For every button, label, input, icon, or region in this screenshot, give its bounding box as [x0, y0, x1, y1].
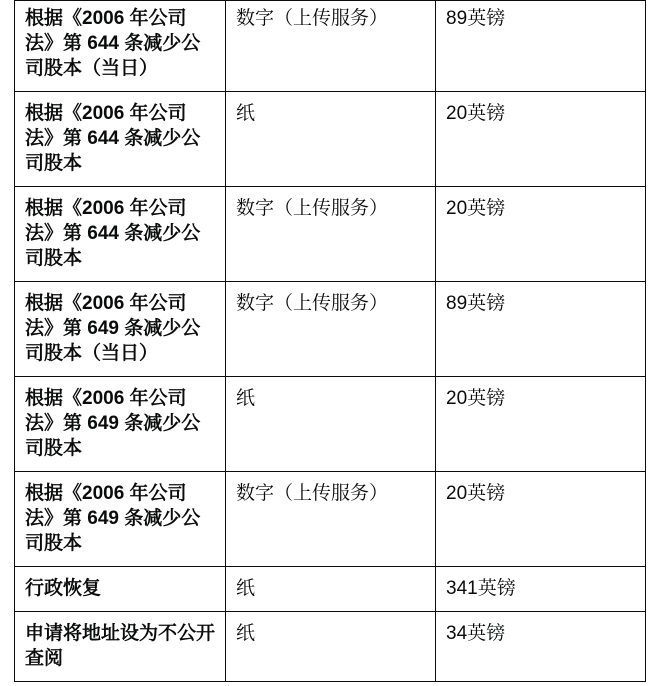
service-cell: 根据《2006 年公司法》第 644 条减少公司股本 [15, 92, 226, 187]
table-row [15, 612, 646, 682]
channel-cell: 数字（上传服务） [226, 472, 436, 567]
service-cell: 根据《2006 年公司法》第 644 条减少公司股本 [15, 187, 226, 282]
table-row [15, 92, 646, 187]
service-cell: 根据《2006 年公司法》第 649 条减少公司股本 [15, 377, 226, 472]
channel-cell: 纸 [226, 377, 436, 472]
channel-cell: 数字（上传服务） [226, 187, 436, 282]
service-cell: 申请将地址设为不公开查阅 [15, 612, 226, 682]
channel-cell: 纸 [226, 92, 436, 187]
fee-cell: 20英镑 [436, 377, 646, 472]
service-cell: 根据《2006 年公司法》第 649 条减少公司股本 [15, 472, 226, 567]
fee-cell: 89英镑 [436, 1, 646, 92]
service-cell: 根据《2006 年公司法》第 644 条减少公司股本（当日） [15, 1, 226, 92]
fee-cell: 20英镑 [436, 92, 646, 187]
fee-cell: 20英镑 [436, 187, 646, 282]
table-row [15, 282, 646, 377]
fees-table-body [15, 1, 646, 682]
table-row [15, 187, 646, 282]
channel-cell: 数字（上传服务） [226, 282, 436, 377]
fee-cell: 341英镑 [436, 567, 646, 612]
channel-cell: 纸 [226, 612, 436, 682]
service-cell: 行政恢复 [15, 567, 226, 612]
table-row [15, 1, 646, 92]
table-row [15, 377, 646, 472]
fees-table [14, 0, 646, 682]
table-row [15, 472, 646, 567]
table-row [15, 567, 646, 612]
fee-cell: 34英镑 [436, 612, 646, 682]
channel-cell: 纸 [226, 567, 436, 612]
service-cell: 根据《2006 年公司法》第 649 条减少公司股本（当日） [15, 282, 226, 377]
fee-cell: 89英镑 [436, 282, 646, 377]
fee-cell: 20英镑 [436, 472, 646, 567]
channel-cell: 数字（上传服务） [226, 1, 436, 92]
